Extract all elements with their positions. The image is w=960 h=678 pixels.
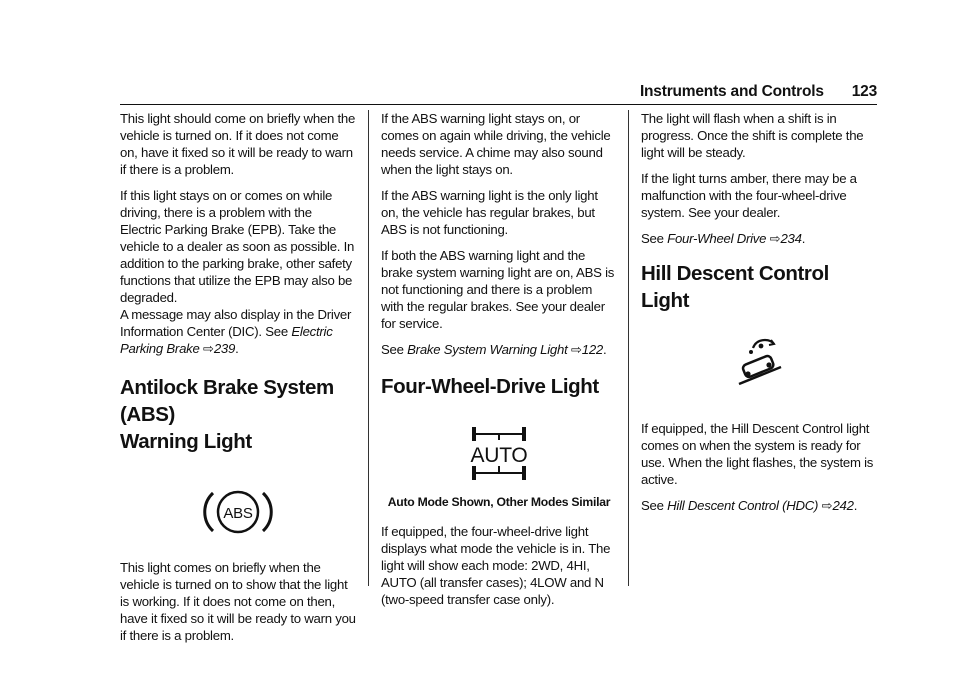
column-1 bbox=[120, 110, 356, 653]
page-number: 123 bbox=[851, 83, 877, 100]
xref-page[interactable]: 122 bbox=[581, 342, 604, 357]
paragraph: If equipped, the four-wheel-drive light displays what mode the vehicle is in. The light will show each mode: 2WD, 4HI, AUTO (all transfer cases); 4LOW and N (two-speed transfer case only). bbox=[381, 524, 611, 607]
section-heading-4wd: Four-Wheel-Drive Light bbox=[381, 375, 599, 398]
page-arrow-icon: ⇨ bbox=[203, 341, 214, 356]
heading-line: Antilock Brake System (ABS) bbox=[120, 376, 334, 426]
paragraph-with-xref: See Four-Wheel Drive ⇨234. bbox=[641, 231, 806, 246]
paragraph: If the light turns amber, there may be a malfunction with the four-wheel-drive system. See your dealer. bbox=[641, 171, 857, 220]
paragraph-with-xref: See Hill Descent Control (HDC) ⇨242. bbox=[641, 498, 858, 513]
paragraph-text: A message may also display in the Driver Information Center (DIC). See bbox=[120, 307, 352, 339]
xref-link[interactable]: Hill Descent Control (HDC) bbox=[667, 498, 819, 513]
paragraph-with-xref: A message may also display in the Driver Information Center (DIC). See Electric Parking Brake ⇨239. bbox=[120, 307, 352, 356]
abs-warning-icon bbox=[120, 489, 356, 535]
paragraph: If the ABS warning light stays on, or comes on again while driving, the vehicle needs service. A chime may also sound when the light stays on. bbox=[381, 111, 611, 177]
section-heading-abs bbox=[120, 374, 356, 455]
paragraph: If equipped, the Hill Descent Control light comes on when the system is ready for use. When the light flashes, the system is active. bbox=[641, 421, 874, 487]
paragraph-text: See bbox=[381, 342, 408, 357]
column-divider-1 bbox=[368, 110, 369, 586]
page-arrow-icon: ⇨ bbox=[769, 231, 781, 246]
xref-link[interactable]: Electric Parking Brake bbox=[120, 324, 333, 356]
xref-page[interactable]: 242 bbox=[832, 498, 854, 513]
paragraph: If both the ABS warning light and the brake system warning light are on, ABS is not functioning and there is a problem with the regular brakes. See your dealer for service. bbox=[381, 248, 615, 331]
section-heading-hdc: Hill Descent Control Light bbox=[641, 262, 829, 312]
paragraph: If the ABS warning light is the only light on, the vehicle has regular brakes, but ABS is not functioning. bbox=[381, 188, 598, 237]
hill-descent-control-icon bbox=[641, 334, 877, 390]
auto-icon-label: AUTO bbox=[470, 444, 528, 467]
abs-icon-label: ABS bbox=[223, 505, 253, 522]
section-title: Instruments and Controls bbox=[639, 83, 824, 100]
xref-link[interactable]: Brake System Warning Light bbox=[407, 342, 568, 357]
page-arrow-icon: ⇨ bbox=[821, 498, 833, 513]
four-wheel-drive-icon bbox=[381, 424, 617, 482]
paragraph: This light comes on briefly when the vehicle is turned on to show that the light is working. If it does not come on then, have it fixed so it will be ready to warn you if there is a problem. bbox=[120, 560, 356, 643]
paragraph: If this light stays on or comes on while driving, there is a problem with the Electric Parking Brake (EPB). Take the vehicle to a dealer as soon as possible. In addition to the parking brake, other safety functions that utilize the EPB may also be degraded. bbox=[120, 188, 355, 305]
paragraph-with-xref: See Brake System Warning Light ⇨122. bbox=[381, 342, 607, 357]
xref-page[interactable]: 234 bbox=[780, 231, 802, 246]
paragraph: This light should come on briefly when the vehicle is turned on. If it does not come on, have it fixed so it will be ready to warn if there is a problem. bbox=[120, 111, 356, 177]
figure-caption: Auto Mode Shown, Other Modes Similar bbox=[387, 495, 611, 509]
column-2 bbox=[381, 110, 617, 617]
column-3 bbox=[641, 110, 877, 523]
paragraph: The light will flash when a shift is in progress. Once the shift is complete the light will be steady. bbox=[641, 111, 864, 160]
page-arrow-icon: ⇨ bbox=[570, 342, 582, 357]
paragraph-text: See bbox=[641, 231, 668, 246]
column-divider-2 bbox=[628, 110, 629, 586]
heading-line: Warning Light bbox=[120, 430, 252, 453]
xref-link[interactable]: Four-Wheel Drive bbox=[667, 231, 767, 246]
header-rule bbox=[120, 104, 877, 105]
xref-page[interactable]: 239 bbox=[213, 341, 236, 356]
page-header bbox=[620, 83, 877, 101]
paragraph-text: See bbox=[641, 498, 668, 513]
